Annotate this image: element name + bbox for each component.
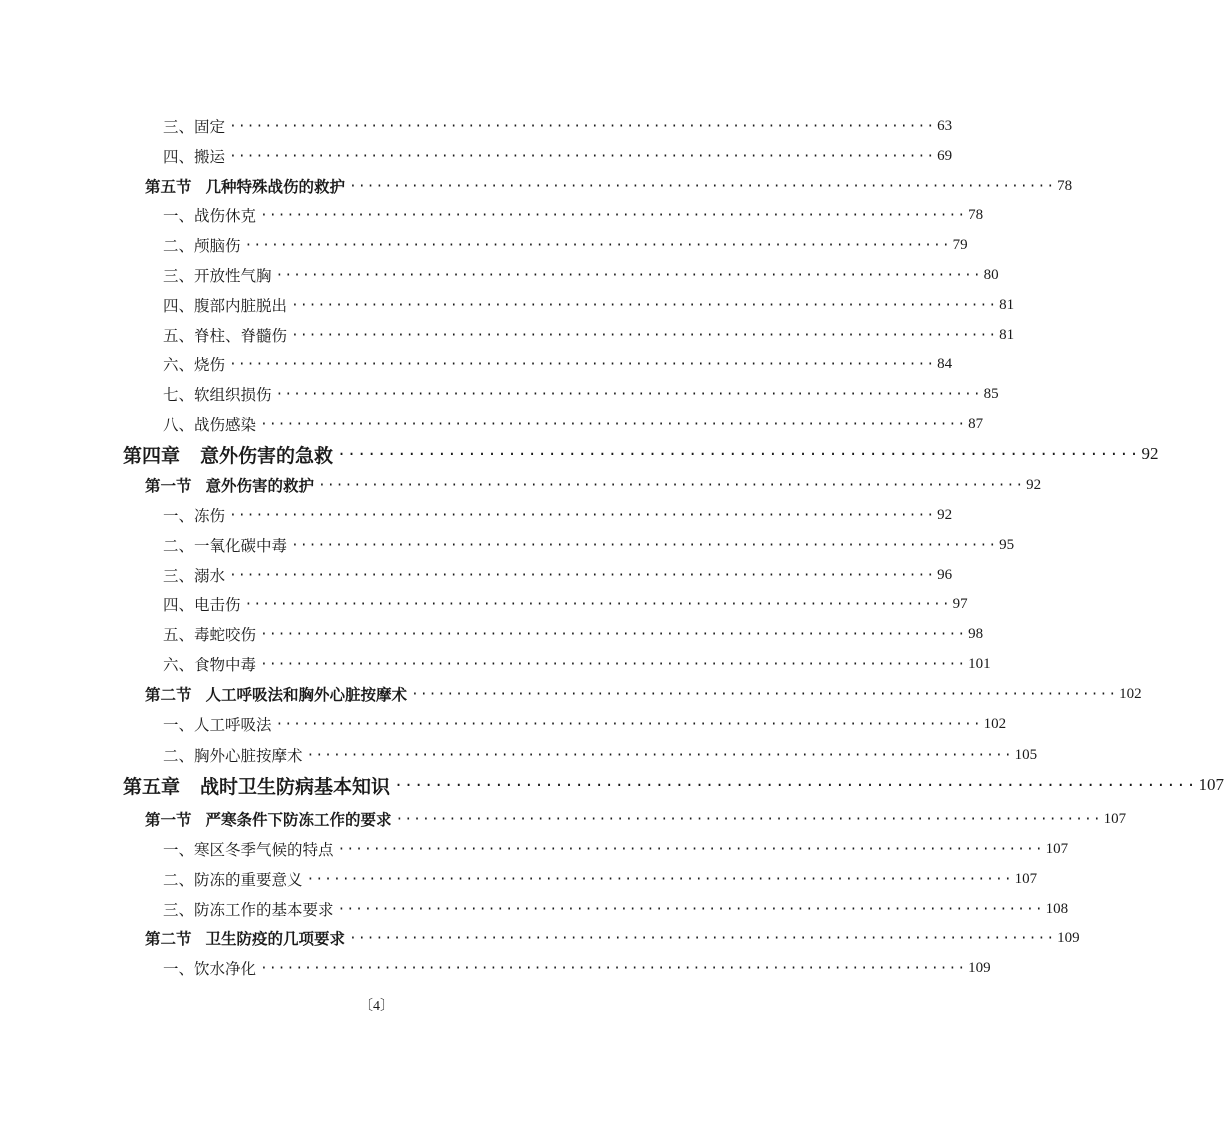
dot-leader: ················································································ [291,537,998,553]
toc-entry-page: 105 [1014,746,1038,763]
dot-leader: ················································································ [229,118,936,134]
toc-entry-number: 一、 [163,716,195,734]
dot-leader: ················································································ [244,237,951,253]
toc-entry-item [163,202,984,228]
toc-entry-title: 一氧化碳中毒 [194,537,288,555]
toc-entry-page: 102 [983,715,1007,732]
dot-leader: ················································································ [229,356,936,372]
toc-entry-item [163,351,953,377]
toc-entry-number: 第二节 [145,685,192,704]
toc-entry-page: 69 [937,147,953,164]
toc-entry-item [163,532,1015,558]
toc-entry-section [145,472,1042,498]
toc-entry-chapter [123,438,1159,470]
toc-entry-title: 溺水 [194,567,226,585]
toc-entry-page: 79 [952,236,968,253]
toc-entry-number: 三、 [163,567,195,585]
toc-entry-number: 二、 [163,237,195,255]
toc-entry-number: 一、 [163,207,195,225]
toc-entry-number: 五、 [163,626,195,644]
toc-entry-title: 固定 [194,118,226,136]
toc-entry-page: 108 [1045,900,1069,917]
dot-leader: ················································································ [318,477,1025,493]
toc-entry-page: 109 [968,959,991,976]
toc-entry-title: 严寒条件下防冻工作的要求 [205,810,392,829]
toc-entry-number: 五、 [163,327,195,345]
toc-entry-section [145,925,1080,951]
toc-entry-number: 一、 [163,960,195,978]
toc-entry-number: 六、 [163,656,195,674]
toc-entry-item [163,836,1069,862]
toc-entry-item [163,742,1038,768]
toc-entry-page: 78 [968,206,984,223]
toc-entry-item [163,322,1015,348]
toc-entry-title: 寒区冬季气候的特点 [194,841,334,859]
toc-entry-number: 三、 [163,118,195,136]
toc-entry-number: 二、 [163,871,195,889]
dot-leader: ················································································ [275,267,982,283]
toc-entry-title: 意外伤害的急救 [200,444,334,467]
toc-entry-page: 107 [1103,810,1127,827]
toc-entry-page: 78 [1057,177,1073,194]
toc-entry-title: 开放性气胸 [194,267,272,285]
toc-entry-page: 92 [1026,476,1042,493]
toc-entry-number: 七、 [163,386,195,404]
toc-entry-section [145,806,1127,832]
dot-leader: ················································································ [260,960,967,976]
toc-entry-page: 87 [968,415,984,432]
toc-entry-page: 92 [937,506,953,523]
toc-entry-number: 第一节 [145,810,192,829]
toc-entry-number: 四、 [163,297,195,315]
toc-entry-page: 81 [999,326,1015,343]
dot-leader: ················································································ [275,716,982,732]
toc-entry-page: 107 [1014,870,1038,887]
toc-entry-page: 92 [1141,444,1159,463]
dot-leader: ················································································ [291,327,998,343]
toc-entry-title: 几种特殊战伤的救护 [205,177,346,196]
dot-leader: ················································································ [260,626,967,642]
dot-leader: ················································································ [337,901,1044,917]
toc-entry-title: 烧伤 [194,356,226,374]
toc-entry-page: 101 [968,655,991,672]
toc-entry-item [163,411,984,437]
toc-entry-number: 二、 [163,747,195,765]
toc-entry-item [163,143,953,169]
toc-entry-title: 毒蛇咬伤 [194,626,257,644]
toc-entry-title: 冻伤 [194,507,226,525]
toc-entry-page: 95 [999,536,1015,553]
toc-entry-number: 六、 [163,356,195,374]
dot-leader: ················································································ [229,507,936,523]
toc-entry-item [163,113,953,139]
toc-entry-item [163,381,999,407]
toc-entry-title: 食物中毒 [194,656,257,674]
dot-leader: ················································································ [260,416,967,432]
toc-entry-number: 三、 [163,267,195,285]
toc-entry-title: 卫生防疫的几项要求 [205,929,346,948]
toc-entry-item [163,955,991,981]
toc-entry-page: 97 [952,595,968,612]
toc-entry-item [163,502,953,528]
toc-entry-page: 80 [983,266,999,283]
toc-entry-number: 一、 [163,841,195,859]
toc-entry-title: 防冻的重要意义 [194,871,303,889]
toc-entry-title: 软组织损伤 [194,386,272,404]
toc-entry-page: 84 [937,355,953,372]
toc-entry-item [163,562,953,588]
page-number: 〔4〕 [359,999,394,1014]
dot-leader: ················································································ [244,596,951,612]
toc-entry-page: 107 [1045,840,1069,857]
dot-leader: ················································································ [275,386,982,402]
toc-entry-item [163,651,991,677]
toc-entry-page: 109 [1057,929,1080,946]
toc-entry-number: 一、 [163,507,195,525]
toc-entry-title: 腹部内脏脱出 [194,297,288,315]
toc-entry-section [145,173,1073,199]
toc-entry-number: 四、 [163,596,195,614]
toc-entry-number: 二、 [163,537,195,555]
toc-entry-item [163,262,999,288]
toc-entry-item [163,591,968,617]
toc-entry-item [163,292,1015,318]
dot-leader: ················································································ [394,776,1197,794]
toc-entry-section [145,681,1142,707]
toc-entry-item [163,711,1007,737]
toc-entry-number: 三、 [163,901,195,919]
toc-entry-number: 第二节 [145,929,192,948]
dot-leader: ················································································ [260,656,967,672]
toc-entry-chapter [123,769,1224,801]
toc-entry-title: 意外伤害的救护 [205,476,315,495]
dot-leader: ················································································ [306,871,1013,887]
toc-entry-title: 战时卫生防病基本知识 [200,775,391,798]
toc-entry-number: 四、 [163,148,195,166]
toc-entry-number: 第四章 [123,444,181,467]
toc-entry-title: 颅脑伤 [194,237,241,255]
toc-entry-item [163,232,968,258]
toc-entry-item [163,621,984,647]
dot-leader: ················································································ [337,445,1140,463]
toc-entry-title: 防冻工作的基本要求 [194,901,334,919]
toc-entry-page: 63 [937,117,953,134]
dot-leader: ················································································ [337,841,1044,857]
dot-leader: ················································································ [349,178,1056,194]
toc-entry-number: 第一节 [145,476,192,495]
dot-leader: ················································································ [229,148,936,164]
toc-entry-page: 81 [999,296,1015,313]
toc-entry-page: 107 [1198,775,1224,794]
dot-leader: ················································································ [291,297,998,313]
dot-leader: ················································································ [411,686,1118,702]
toc-entry-title: 脊柱、脊髓伤 [194,327,288,345]
toc-entry-page: 102 [1119,685,1142,702]
toc-entry-title: 饮水净化 [194,960,257,978]
toc-entry-title: 战伤感染 [194,416,257,434]
toc-entry-title: 胸外心脏按摩术 [194,747,303,765]
toc-entry-title: 人工呼吸法 [194,716,272,734]
toc-entry-number: 第五章 [123,775,181,798]
toc-entry-page: 85 [983,385,999,402]
dot-leader: ················································································ [260,207,967,223]
dot-leader: ················································································ [306,747,1013,763]
toc-entry-item [163,866,1038,892]
toc-entry-title: 人工呼吸法和胸外心脏按摩术 [205,685,408,704]
toc-entry-title: 搬运 [194,148,226,166]
toc-entry-page: 96 [937,566,953,583]
toc-entry-page: 98 [968,625,984,642]
toc-entry-title: 电击伤 [194,596,241,614]
dot-leader: ················································································ [229,567,936,583]
dot-leader: ················································································ [349,930,1056,946]
toc-entry-number: 八、 [163,416,195,434]
toc-entry-number: 第五节 [145,177,192,196]
dot-leader: ················································································ [395,811,1102,827]
toc-entry-item [163,896,1069,922]
toc-entry-title: 战伤休克 [194,207,257,225]
